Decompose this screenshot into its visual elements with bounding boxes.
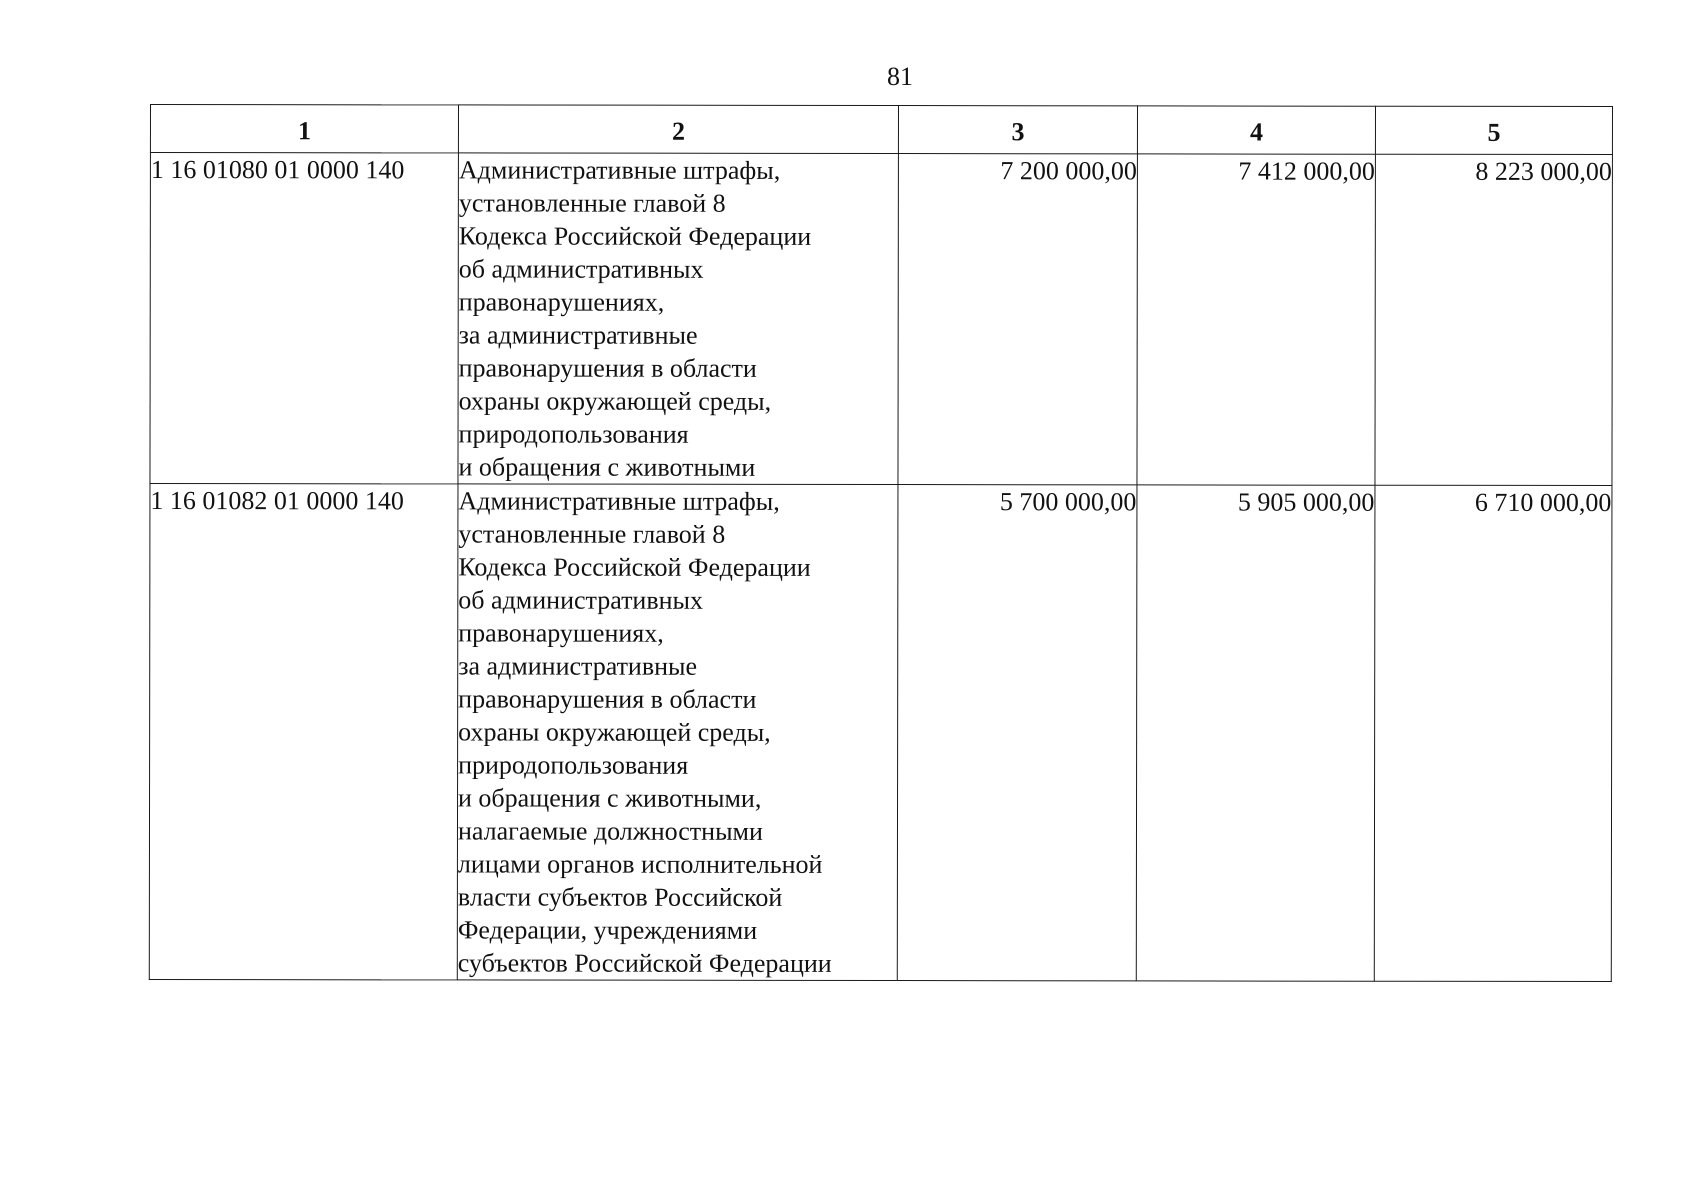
column-header-2: 2 (458, 105, 898, 154)
column-header-5: 5 (1375, 106, 1612, 154)
table-row (149, 484, 1612, 982)
table-header-row (150, 105, 1612, 155)
amount-col5: 6 710 000,00 (1374, 485, 1612, 981)
revenue-description: Административные штрафы, установленные главой 8 Кодекса Российской Федерации об административных правонарушениях, за административные правонарушения в области охраны окружающей среды, природопользования и обращения с животными, налагаемые должностными лицами органов исполнительной власти субъектов Российской Федерации, учреждениями субъектов Российской Федерации (457, 484, 898, 981)
column-header-4: 4 (1137, 106, 1375, 154)
column-header-1: 1 (150, 105, 458, 153)
revenue-description: Административные штрафы, установленные главой 8 Кодекса Российской Федерации об административных правонарушениях, за административные правонарушения в области охраны окружающей среды, природопользования и обращения с животными (458, 153, 898, 485)
table-row (150, 153, 1612, 486)
revenue-code: 1 16 01080 01 0000 140 (150, 153, 458, 484)
amount-col4: 7 412 000,00 (1137, 154, 1375, 485)
revenue-table (149, 104, 1613, 982)
amount-col3: 5 700 000,00 (897, 485, 1137, 981)
amount-col5: 8 223 000,00 (1375, 154, 1612, 485)
column-header-3: 3 (898, 106, 1137, 154)
amount-col4: 5 905 000,00 (1136, 485, 1375, 981)
revenue-code: 1 16 01082 01 0000 140 (149, 484, 458, 980)
amount-col3: 7 200 000,00 (898, 154, 1137, 485)
page-number: 81 (887, 62, 913, 91)
